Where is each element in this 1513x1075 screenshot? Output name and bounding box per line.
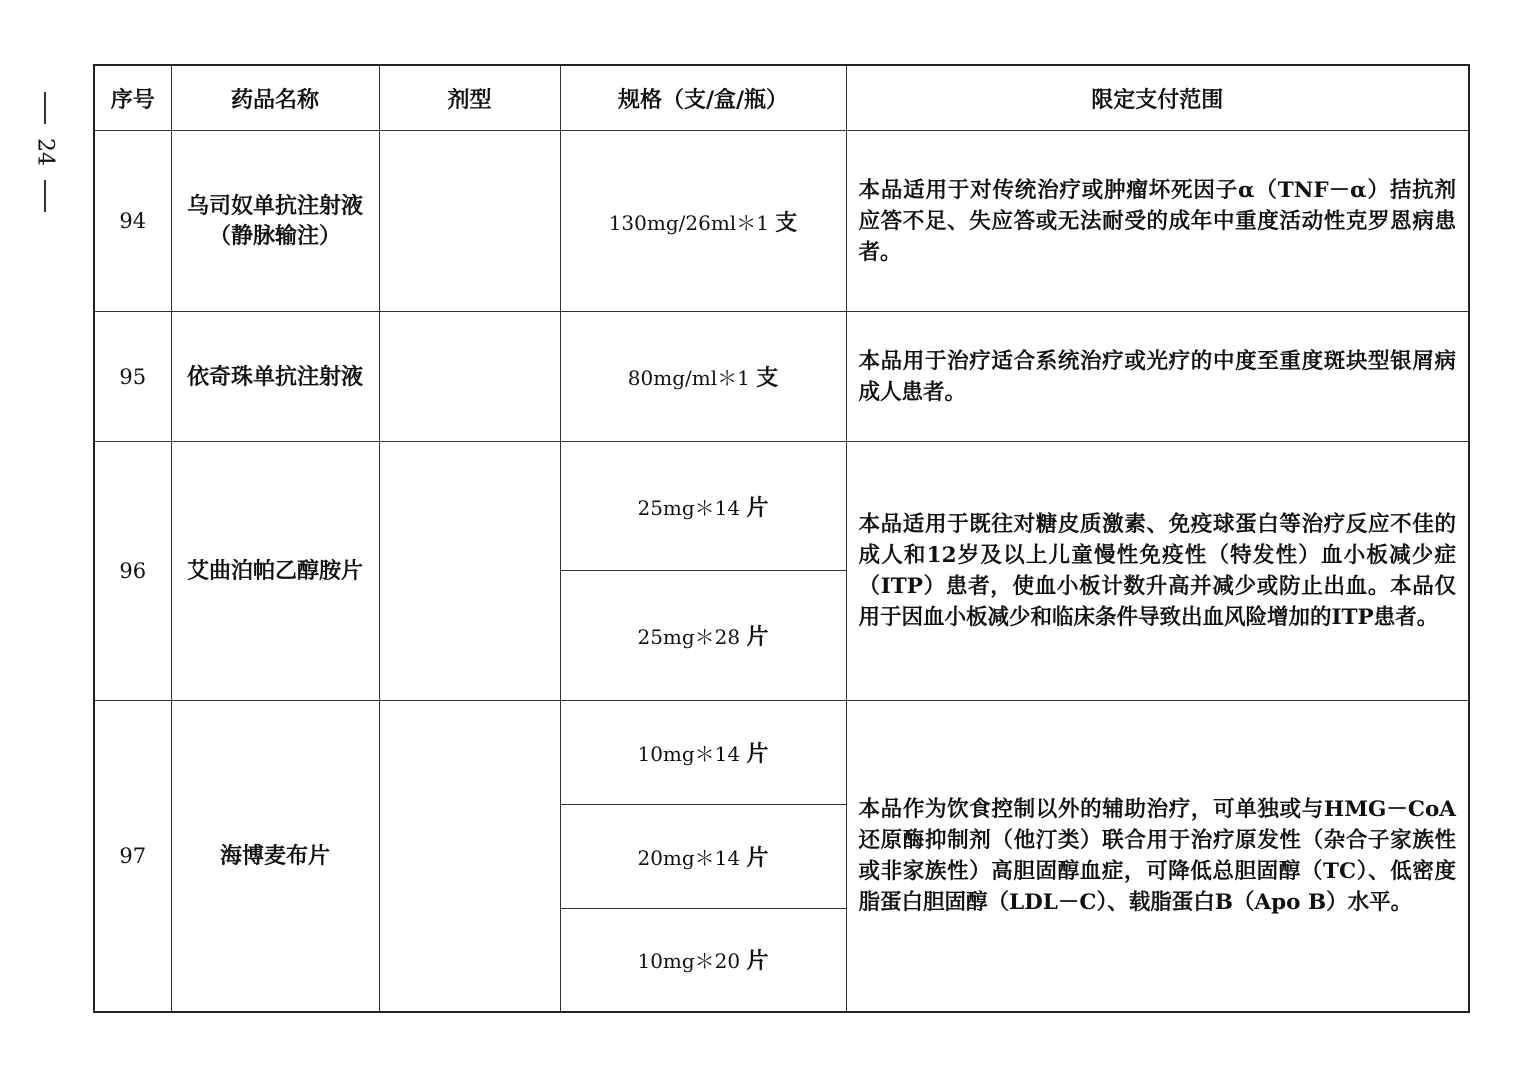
row-number: 96 [94, 442, 171, 701]
table-row [94, 701, 1469, 805]
header-name: 药品名称 [171, 65, 379, 131]
spec-cell [560, 701, 846, 805]
header-form: 剂型 [379, 65, 560, 131]
table-row [94, 312, 1469, 442]
page-number-dash-top [44, 92, 46, 124]
spec-cell [560, 805, 846, 909]
spec-cell [560, 131, 846, 312]
drug-name-line: 乌司奴单抗注射液 [186, 193, 363, 219]
drug-name-subline: （静脉输注） [208, 223, 341, 249]
row-number: 97 [94, 701, 171, 1012]
drug-name-line: 艾曲泊帕乙醇胺片 [186, 558, 363, 584]
drug-name [171, 312, 379, 442]
spec-unit: 片 [746, 948, 769, 975]
drug-name [171, 442, 379, 701]
spec-unit: 支 [775, 209, 798, 236]
page-number [30, 92, 60, 232]
spec-unit: 片 [746, 845, 769, 871]
spec-value: 20mg＊14 [637, 846, 741, 870]
payment-scope: 本品适用于既往对糖皮质激素、免疫球蛋白等治疗反应不佳的成人和12岁及以上儿童慢性免疫性（特发性）血小板减少症（ITP）患者，使血小板计数升高并减少或防止出血。本品仅用于因血小板减少和临床条件导致出血风险增加的ITP患者。 [846, 442, 1469, 701]
drug-name [171, 131, 379, 312]
drug-table [93, 64, 1470, 1013]
table-row [94, 442, 1469, 571]
table-row [94, 131, 1469, 312]
dosage-form [379, 131, 560, 312]
spec-cell [560, 312, 846, 442]
drug-name [171, 701, 379, 1012]
drug-name-line: 依奇珠单抗注射液 [186, 363, 363, 390]
row-number: 94 [94, 131, 171, 312]
page-number-text: 24 [32, 138, 58, 166]
payment-scope: 本品用于治疗适合系统治疗或光疗的中度至重度斑块型银屑病成人患者。 [846, 312, 1469, 442]
header-scope: 限定支付范围 [846, 65, 1469, 131]
spec-value: 25mg＊28 [637, 625, 741, 649]
spec-unit: 片 [746, 624, 769, 650]
spec-value: 10mg＊20 [637, 949, 741, 974]
dosage-form [379, 312, 560, 442]
spec-cell [560, 442, 846, 571]
row-number: 95 [94, 312, 171, 442]
dosage-form [379, 701, 560, 1012]
header-no: 序号 [94, 65, 171, 131]
spec-cell [560, 571, 846, 701]
drug-name-line: 海博麦布片 [219, 842, 330, 869]
spec-unit: 片 [746, 494, 769, 521]
spec-unit: 支 [756, 365, 779, 391]
dosage-form [379, 442, 560, 701]
payment-scope: 本品作为饮食控制以外的辅助治疗，可单独或与HMG－CoA还原酶抑制剂（他汀类）联合用于治疗原发性（杂合子家族性或非家族性）高胆固醇血症，可降低总胆固醇（TC）、低密度脂蛋白胆固醇（LDL－C）、载脂蛋白B（Apo B）水平。 [846, 701, 1469, 1012]
spec-value: 130mg/26ml＊1 [608, 210, 769, 235]
payment-scope: 本品适用于对传统治疗或肿瘤坏死因子α（TNF－α）拮抗剂应答不足、失应答或无法耐受的成年中重度活动性克罗恩病患者。 [846, 131, 1469, 312]
header-row [94, 65, 1469, 131]
spec-value: 10mg＊14 [637, 742, 741, 766]
page-number-dash-bottom [44, 180, 46, 212]
header-spec: 规格（支/盒/瓶） [560, 65, 846, 131]
spec-cell [560, 909, 846, 1012]
spec-unit: 片 [746, 741, 769, 767]
spec-value: 80mg/ml＊1 [627, 366, 750, 390]
spec-value: 25mg＊14 [637, 495, 741, 520]
